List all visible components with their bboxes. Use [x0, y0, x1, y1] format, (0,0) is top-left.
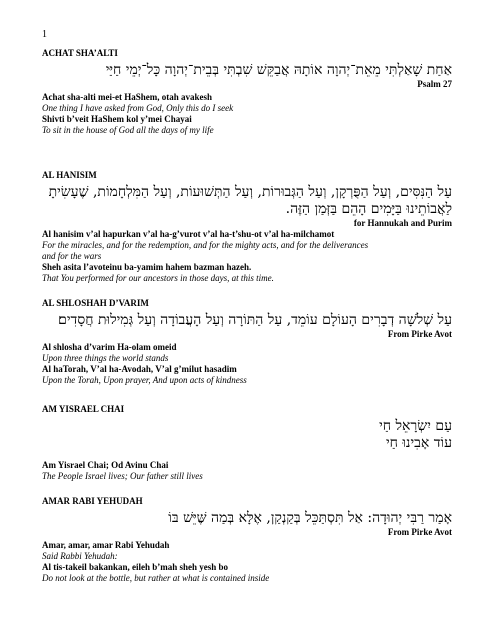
section-heading: AM YISRAEL CHAI: [42, 404, 125, 414]
section-achat-shaalti: [42, 48, 452, 136]
translation-line: Upon the Torah, Upon prayer, And upon acts of kindness: [42, 375, 247, 385]
transliteration-line: Shivti b’veit HaShem kol y’mei Chayai: [42, 114, 192, 124]
translation-line: Said Rabbi Yehudah:: [42, 551, 118, 561]
translation-line: That You performed for our ancestors in those days, at this time.: [42, 273, 274, 283]
section-al-shloshah-dvarim: [42, 298, 452, 386]
source-label: From Pirke Avot: [387, 329, 452, 339]
transliteration-line: Al shlosha d’varim Ha-olam omeid: [42, 342, 177, 352]
section-heading: AL HANISIM: [42, 170, 97, 180]
section-heading: ACHAT SHA’ALTI: [42, 48, 118, 58]
hebrew-text: אָמַר רַבִּי יְהוּדָה: אַל תִּסְתַּכֵּל בְּקַנְקַן, אֶלָּא בְּמַה שֶּׁיֵּשׁ בּוֹ: [168, 510, 452, 526]
page-number: 1: [42, 29, 47, 40]
hebrew-text: עוֹד אָבִינוּ חַי: [385, 435, 452, 451]
transliteration-line: Al tis-takeil bakankan, eileh b’mah sheh yesh bo: [42, 562, 229, 572]
section-am-yisrael-chai: [42, 404, 452, 482]
translation-line: One thing I have asked from God, Only this do I seek: [42, 103, 234, 113]
translation-line: For the miracles, and for the redemption, and for the mighty acts, and for the deliverances: [42, 240, 369, 250]
translation-line: The People Israel lives; Our father still lives: [42, 471, 203, 481]
transliteration-line: Achat sha-alti mei-et HaShem, otah avakesh: [42, 92, 212, 102]
transliteration-line: Am Yisrael Chai; Od Avinu Chai: [42, 460, 169, 470]
source-label: Psalm 27: [417, 79, 452, 89]
hebrew-text: עַם יִשְׂרָאֵל חַי: [379, 418, 452, 434]
source-label: From Pirke Avot: [387, 527, 452, 537]
source-label: for Hannukah and Purim: [353, 218, 452, 228]
hebrew-text: אַחַת שָׁאַלְתִּי מֵאֵת־יְהוָה אוֹתָהּ אֲבַקֵּשׁ שִׁבְתִּי בְּבֵית־יְהוָה כָּל־יְמֵי חַיַּי: [105, 62, 452, 78]
translation-line: and for the wars: [42, 251, 102, 261]
transliteration-line: Al hanisim v’al hapurkan v’al ha-g’vurot v’al ha-t’shu-ot v’al ha-milchamot: [42, 229, 335, 239]
translation-line: Upon three things the world stands: [42, 353, 169, 363]
section-heading: AL SHLOSHAH D’VARIM: [42, 298, 149, 308]
transliteration-line: Amar, amar, amar Rabi Yehudah: [42, 540, 170, 550]
section-amar-rabi-yehudah: [42, 496, 452, 584]
transliteration-line: Sheh asita l’avoteinu ba-yamim hahem bazman hazeh.: [42, 262, 252, 272]
hebrew-text: לַאֲבוֹתֵינוּ בַּיָּמִים הָהֵם בַּזְּמַן הַזֶּה.: [285, 201, 452, 217]
translation-line: To sit in the house of God all the days of my life: [42, 125, 214, 135]
hebrew-text: עַל שְׁלֹשָׁה דְבָרִים הָעוֹלָם עוֹמֵד, עַל הַתּוֹרָה וְעַל הָעֲבוֹדָה וְעַל גְּמִילוּת חֲסָדִים׃: [58, 312, 452, 328]
section-al-hanisim: [42, 170, 452, 284]
transliteration-line: Al haTorah, V’al ha-Avodah, V’al g’milut hasadim: [42, 364, 237, 374]
hebrew-text: עַל הַנִּסִּים, וְעַל הַפֻּרְקָן, וְעַל הַגְּבוּרוֹת, וְעַל הַתְּשׁוּעוֹת, וְעַל הַמִּלְחָמוֹת, שֶׁעָשִׂיתָ: [48, 184, 452, 200]
translation-line: Do not look at the bottle, but rather at what is contained inside: [42, 573, 270, 583]
section-heading: AMAR RABI YEHUDAH: [42, 496, 143, 506]
